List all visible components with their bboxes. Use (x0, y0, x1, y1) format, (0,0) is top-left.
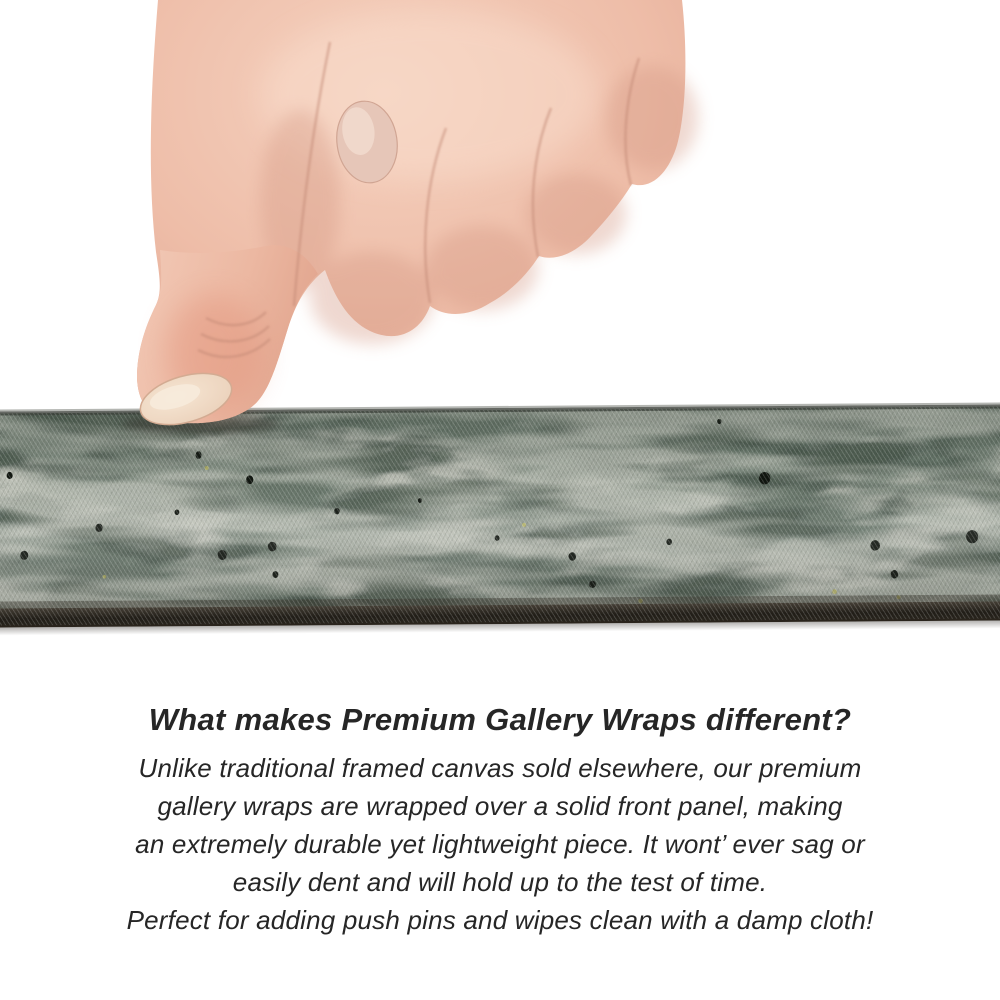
hand-photo (0, 0, 1000, 442)
body-line: gallery wraps are wrapped over a solid front panel, making (157, 791, 843, 821)
body-line: Unlike traditional framed canvas sold elsewhere, our premium (138, 753, 862, 783)
section-heading: What makes Premium Gallery Wraps different? (148, 702, 852, 737)
body-line: an extremely durable yet lightweight piece. It wont’ ever sag or (135, 829, 865, 859)
body-line: easily dent and will hold up to the test of time. (232, 867, 768, 897)
body-line: Perfect for adding push pins and wipes clean with a damp cloth! (126, 905, 874, 935)
copy-section (0, 702, 1000, 939)
